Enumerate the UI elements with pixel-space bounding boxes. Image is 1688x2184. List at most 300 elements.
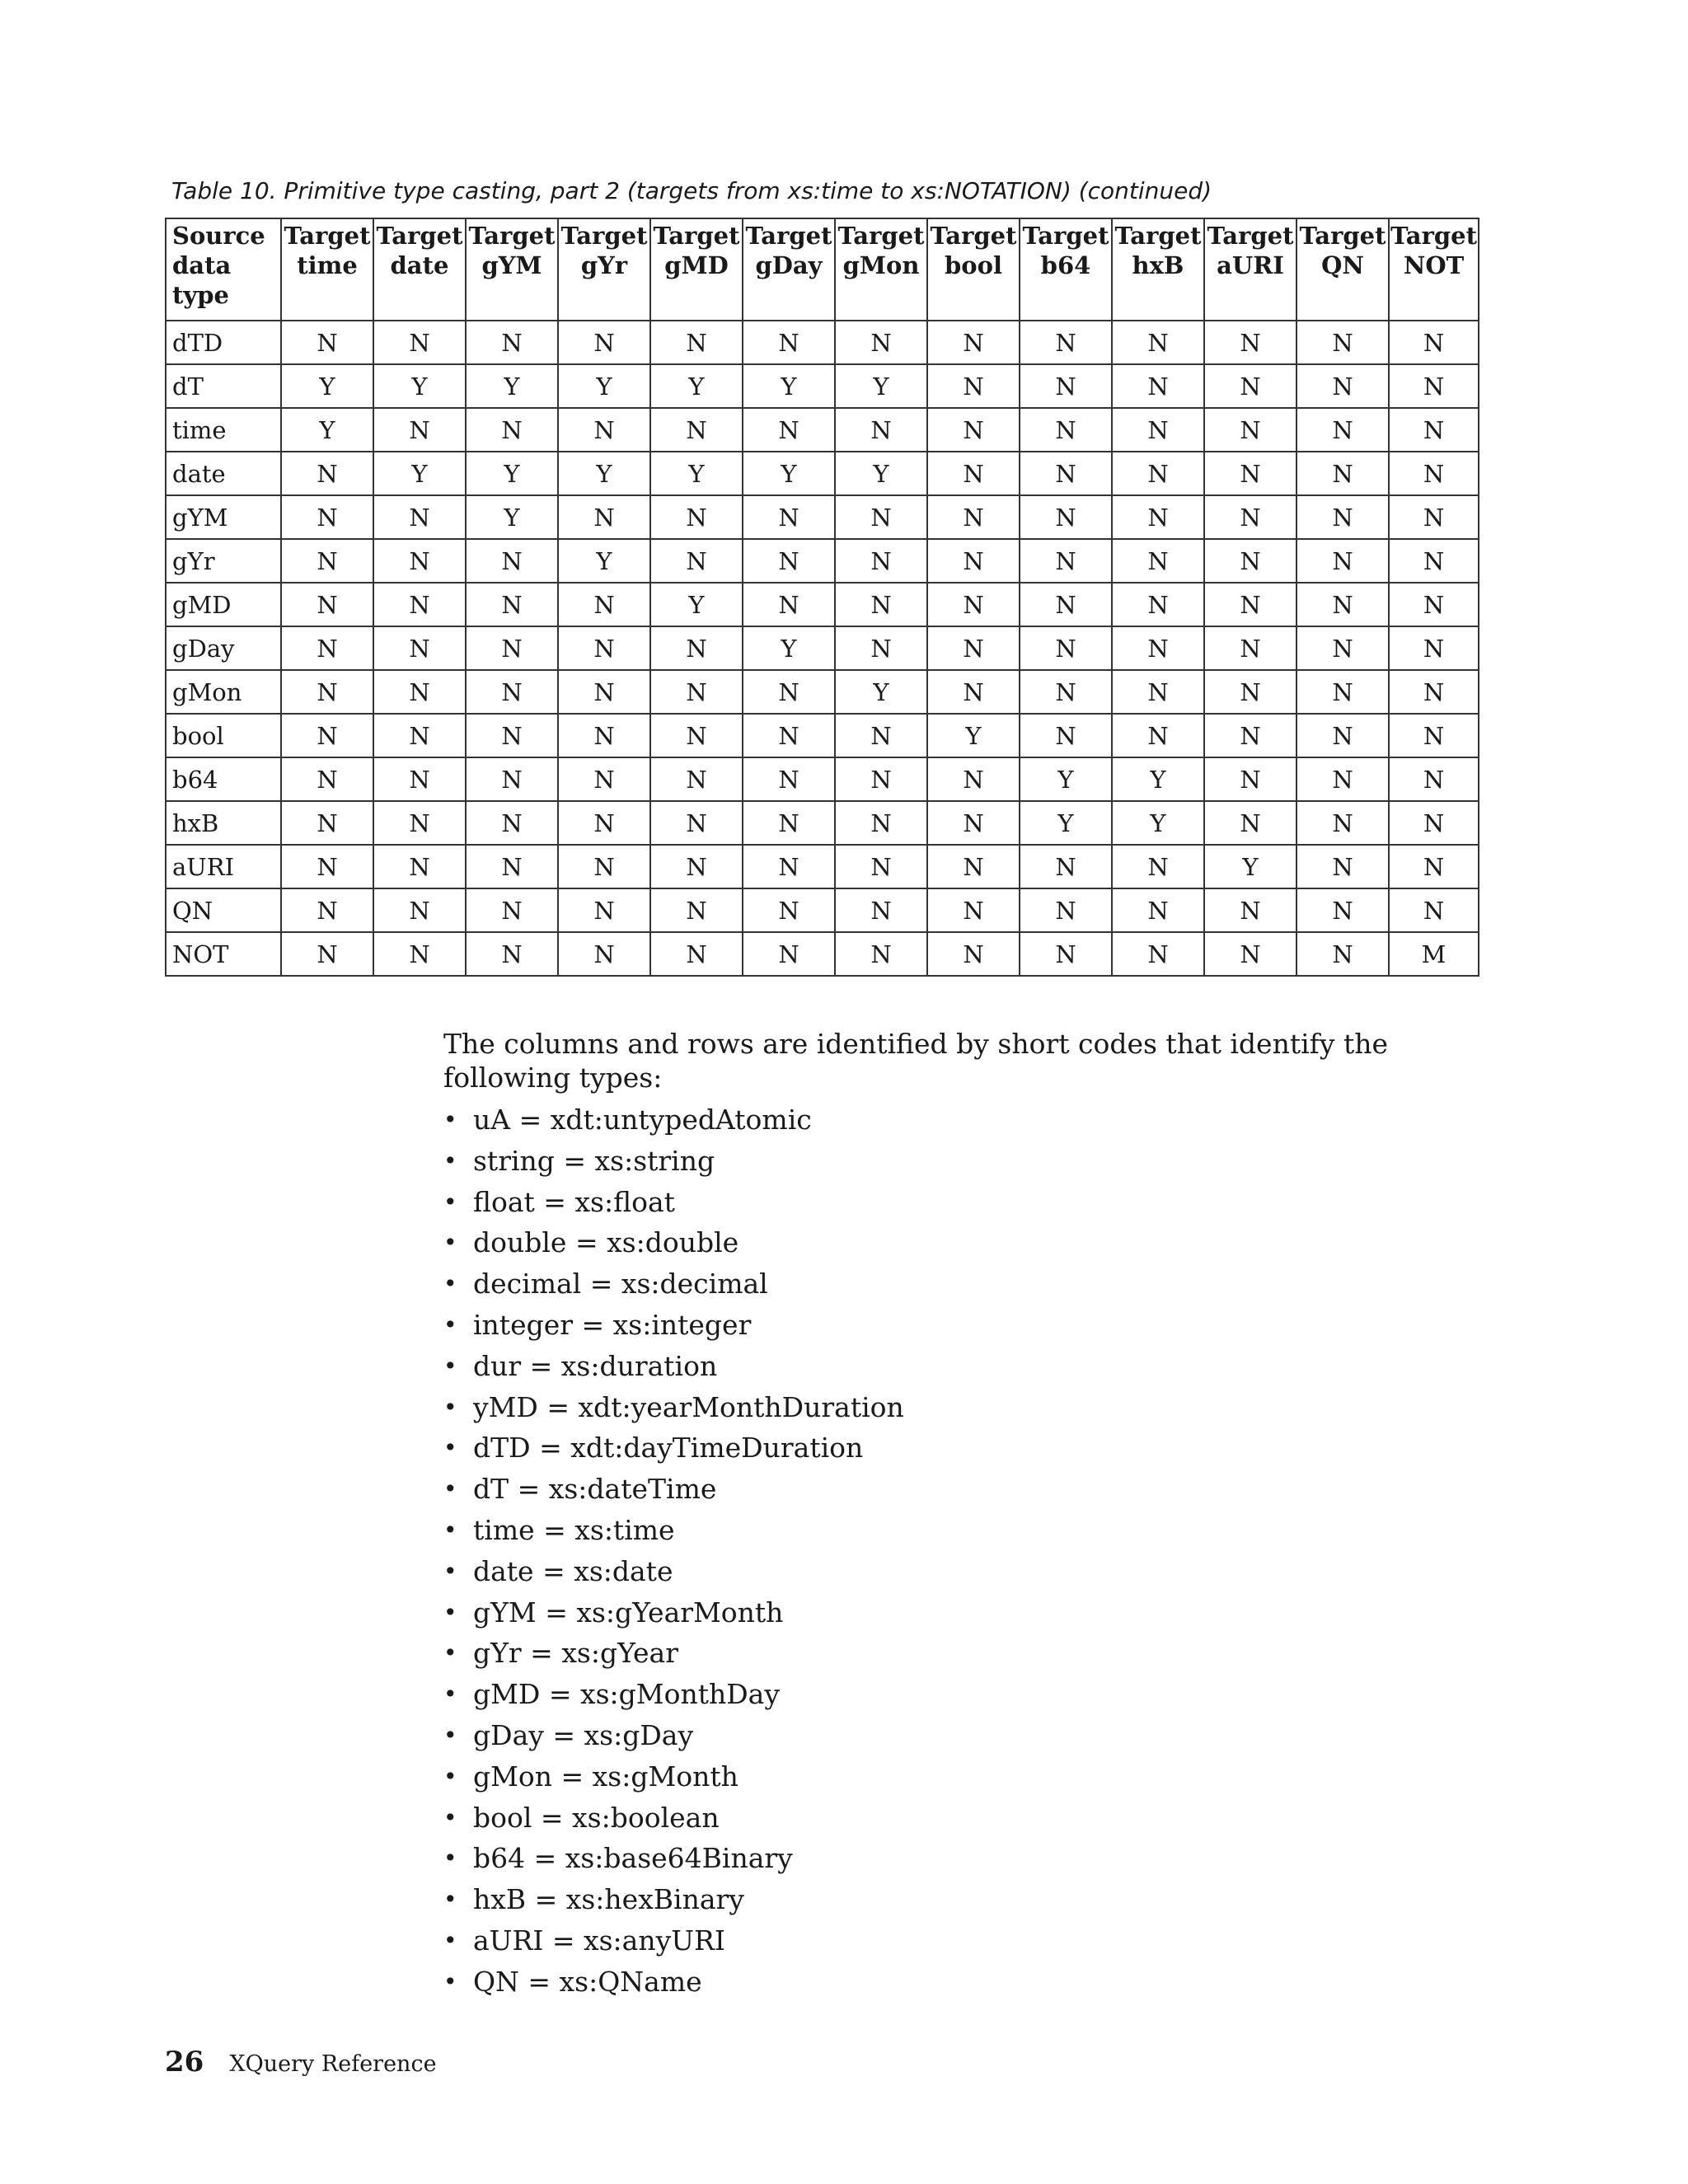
- table-cell: N: [1112, 626, 1204, 670]
- table-cell: Y: [558, 364, 650, 408]
- table-row: [166, 845, 1479, 888]
- table-cell: N: [1389, 801, 1479, 845]
- table-cell: N: [743, 408, 835, 452]
- header-line: QN: [1321, 251, 1364, 279]
- table-cell: N: [927, 583, 1020, 626]
- list-item-text: decimal = xs:decimal: [473, 1268, 768, 1301]
- table-cell: N: [373, 801, 466, 845]
- list-item: [443, 1838, 1465, 1879]
- table-cell: N: [650, 321, 743, 364]
- row-label: time: [166, 408, 281, 452]
- table-cell: N: [281, 932, 373, 976]
- bullet-icon: •: [443, 1967, 457, 1995]
- header-line: hxB: [1132, 251, 1184, 279]
- table-cell: N: [1296, 321, 1389, 364]
- table-cell: N: [1296, 364, 1389, 408]
- row-label: gMon: [166, 670, 281, 714]
- table-cell: N: [1296, 932, 1389, 976]
- table-cell: N: [650, 495, 743, 539]
- table-cell: N: [835, 626, 927, 670]
- list-item: [443, 1592, 1465, 1633]
- list-item: [443, 1182, 1465, 1223]
- header-line: Target: [1022, 222, 1109, 250]
- header-line: Target: [837, 222, 925, 250]
- table-row: [166, 364, 1479, 408]
- list-item-text: aURI = xs:anyURI: [473, 1924, 725, 1957]
- table-row: [166, 801, 1479, 845]
- header-target-gday: [743, 218, 835, 321]
- table-cell: N: [1204, 364, 1296, 408]
- header-target-gmon: [835, 218, 927, 321]
- table-cell: N: [1020, 539, 1112, 583]
- table-cell: N: [927, 845, 1020, 888]
- table-cell: N: [650, 845, 743, 888]
- table-cell: N: [743, 714, 835, 757]
- table-cell: Y: [835, 364, 927, 408]
- list-item-text: float = xs:float: [473, 1185, 675, 1218]
- table-cell: N: [1112, 408, 1204, 452]
- table-cell: N: [1296, 714, 1389, 757]
- table-cell: N: [1389, 408, 1479, 452]
- header-line: Target: [560, 222, 648, 250]
- header-line: type: [172, 281, 229, 309]
- table-cell: N: [1204, 539, 1296, 583]
- header-target-gmd: [650, 218, 743, 321]
- table-cell: N: [1112, 495, 1204, 539]
- page-footer: [165, 2046, 437, 2079]
- table-cell: N: [743, 321, 835, 364]
- table-cell: Y: [650, 452, 743, 495]
- table-cell: Y: [1020, 757, 1112, 801]
- table-row: [166, 932, 1479, 976]
- table-cell: Y: [743, 452, 835, 495]
- table-cell: N: [466, 801, 558, 845]
- table-cell: N: [558, 757, 650, 801]
- table-cell: N: [1204, 757, 1296, 801]
- table-cell: Y: [373, 452, 466, 495]
- table-cell: N: [650, 801, 743, 845]
- table-row: [166, 495, 1479, 539]
- table-cell: Y: [281, 408, 373, 452]
- table-cell: N: [466, 757, 558, 801]
- bullet-icon: •: [443, 1270, 457, 1298]
- table-cell: N: [743, 757, 835, 801]
- table-cell: N: [558, 626, 650, 670]
- bullet-icon: •: [443, 1352, 457, 1380]
- row-label: aURI: [166, 845, 281, 888]
- list-item: [443, 1222, 1465, 1263]
- list-item-text: dur = xs:duration: [473, 1349, 718, 1382]
- header-line: Target: [745, 222, 832, 250]
- table-cell: N: [743, 495, 835, 539]
- header-line: Target: [468, 222, 556, 250]
- table-cell: N: [1020, 888, 1112, 932]
- table-cell: N: [1020, 321, 1112, 364]
- header-line: time: [297, 251, 358, 279]
- list-item: [443, 1305, 1465, 1346]
- header-line: date: [390, 251, 449, 279]
- table-cell: N: [743, 539, 835, 583]
- table-cell: N: [373, 714, 466, 757]
- table-cell: N: [927, 321, 1020, 364]
- table-row: [166, 539, 1479, 583]
- table-cell: N: [650, 888, 743, 932]
- row-label: bool: [166, 714, 281, 757]
- table-cell: N: [1112, 321, 1204, 364]
- header-target-qn: [1296, 218, 1389, 321]
- table-cell: Y: [835, 670, 927, 714]
- header-line: data: [172, 251, 232, 279]
- table-cell: N: [835, 801, 927, 845]
- table-cell: N: [743, 888, 835, 932]
- table-cell: N: [1112, 888, 1204, 932]
- table-cell: N: [1112, 714, 1204, 757]
- table-row: [166, 714, 1479, 757]
- table-cell: N: [1296, 452, 1389, 495]
- table-cell: N: [650, 539, 743, 583]
- list-item: [443, 1797, 1465, 1839]
- row-label: gDay: [166, 626, 281, 670]
- table-cell: N: [373, 626, 466, 670]
- header-row: [166, 218, 1479, 321]
- table-cell: N: [466, 583, 558, 626]
- list-item-text: gMD = xs:gMonthDay: [473, 1678, 780, 1711]
- table-cell: N: [1389, 714, 1479, 757]
- header-target-not: [1389, 218, 1479, 321]
- table-cell: N: [743, 932, 835, 976]
- table-cell: N: [373, 539, 466, 583]
- list-item: [443, 1920, 1465, 1961]
- table-cell: N: [835, 845, 927, 888]
- table-cell: N: [1389, 364, 1479, 408]
- table-cell: N: [1296, 583, 1389, 626]
- header-line: Target: [1299, 222, 1386, 250]
- header-line: gMon: [842, 251, 920, 279]
- list-item: [443, 1961, 1465, 2003]
- row-label: dT: [166, 364, 281, 408]
- table-cell: Y: [743, 626, 835, 670]
- bullet-icon: •: [443, 1803, 457, 1831]
- row-label: dTD: [166, 321, 281, 364]
- table-cell: N: [1204, 714, 1296, 757]
- list-item-text: QN = xs:QName: [473, 1965, 702, 1998]
- list-item: [443, 1099, 1465, 1141]
- table-cell: N: [281, 714, 373, 757]
- bullet-icon: •: [443, 1886, 457, 1914]
- row-label: QN: [166, 888, 281, 932]
- table-cell: N: [1389, 321, 1479, 364]
- list-item-text: time = xs:time: [473, 1513, 675, 1546]
- list-item: [443, 1674, 1465, 1715]
- list-item: [443, 1715, 1465, 1756]
- list-item-text: b64 = xs:base64Binary: [473, 1842, 793, 1875]
- row-label: gYM: [166, 495, 281, 539]
- header-line: b64: [1040, 251, 1091, 279]
- table-cell: N: [281, 670, 373, 714]
- table-cell: N: [281, 452, 373, 495]
- table-cell: N: [1020, 670, 1112, 714]
- table-cell: N: [1204, 408, 1296, 452]
- table-cell: N: [1020, 364, 1112, 408]
- table-cell: N: [558, 845, 650, 888]
- bullet-icon: •: [443, 1680, 457, 1708]
- table-cell: N: [466, 321, 558, 364]
- table-cell: Y: [1020, 801, 1112, 845]
- table-cell: N: [466, 845, 558, 888]
- table-cell: N: [1020, 452, 1112, 495]
- list-item-text: string = xs:string: [473, 1144, 715, 1177]
- table-cell: N: [373, 932, 466, 976]
- table-cell: N: [650, 932, 743, 976]
- table-cell: N: [1112, 932, 1204, 976]
- table-cell: N: [927, 364, 1020, 408]
- table-cell: N: [743, 801, 835, 845]
- table-cell: N: [1112, 583, 1204, 626]
- table-row: [166, 583, 1479, 626]
- bullet-icon: •: [443, 1639, 457, 1667]
- row-label: b64: [166, 757, 281, 801]
- table-cell: Y: [743, 364, 835, 408]
- table-body: [166, 321, 1479, 976]
- table-cell: Y: [281, 364, 373, 408]
- table-cell: N: [558, 932, 650, 976]
- table-cell: Y: [1112, 757, 1204, 801]
- table-cell: N: [281, 321, 373, 364]
- table-cell: N: [558, 670, 650, 714]
- bullet-icon: •: [443, 1393, 457, 1421]
- list-item: [443, 1633, 1465, 1674]
- table-cell: N: [1204, 932, 1296, 976]
- table-cell: N: [281, 801, 373, 845]
- header-line: gDay: [755, 251, 823, 279]
- table-cell: N: [1112, 452, 1204, 495]
- table-cell: N: [743, 583, 835, 626]
- table-cell: N: [1389, 670, 1479, 714]
- table-cell: N: [650, 757, 743, 801]
- list-item: [443, 1469, 1465, 1510]
- casting-table: [165, 218, 1479, 977]
- list-item-text: dT = xs:dateTime: [473, 1473, 717, 1506]
- table-cell: N: [1389, 757, 1479, 801]
- table-cell: N: [1204, 801, 1296, 845]
- table-cell: Y: [650, 364, 743, 408]
- table-cell: N: [835, 888, 927, 932]
- bullet-icon: •: [443, 1434, 457, 1462]
- row-label: gMD: [166, 583, 281, 626]
- header-target-gym: [466, 218, 558, 321]
- table-cell: N: [281, 757, 373, 801]
- table-cell: N: [835, 321, 927, 364]
- table-cell: N: [281, 583, 373, 626]
- table-cell: N: [1389, 626, 1479, 670]
- table-cell: N: [466, 714, 558, 757]
- table-cell: Y: [558, 539, 650, 583]
- table-cell: N: [281, 845, 373, 888]
- table-cell: N: [1296, 757, 1389, 801]
- table-row: [166, 757, 1479, 801]
- table-cell: N: [558, 801, 650, 845]
- bullet-icon: •: [443, 1188, 457, 1216]
- bullet-icon: •: [443, 1229, 457, 1257]
- header-line: Target: [1114, 222, 1202, 250]
- table-cell: N: [1389, 583, 1479, 626]
- list-item-text: double = xs:double: [473, 1226, 739, 1259]
- table-cell: Y: [927, 714, 1020, 757]
- row-label: hxB: [166, 801, 281, 845]
- bullet-icon: •: [443, 1557, 457, 1585]
- table-cell: N: [466, 408, 558, 452]
- table-cell: N: [1204, 626, 1296, 670]
- table-cell: N: [1296, 670, 1389, 714]
- header-line: Target: [376, 222, 463, 250]
- table-cell: N: [835, 714, 927, 757]
- table-cell: N: [743, 845, 835, 888]
- table-cell: N: [1020, 714, 1112, 757]
- table-cell: N: [1204, 670, 1296, 714]
- table-cell: N: [1020, 495, 1112, 539]
- table-cell: N: [835, 583, 927, 626]
- list-item-text: gMon = xs:gMonth: [473, 1760, 738, 1793]
- bullet-icon: •: [443, 1516, 457, 1544]
- list-item-text: integer = xs:integer: [473, 1308, 752, 1341]
- table-cell: N: [1204, 888, 1296, 932]
- table-cell: N: [558, 583, 650, 626]
- table-cell: N: [927, 888, 1020, 932]
- table-cell: N: [558, 321, 650, 364]
- list-item: [443, 1263, 1465, 1305]
- row-label: gYr: [166, 539, 281, 583]
- bullet-icon: •: [443, 1106, 457, 1133]
- table-cell: N: [1296, 408, 1389, 452]
- document-title: XQuery Reference: [229, 2051, 437, 2077]
- bullet-icon: •: [443, 1146, 457, 1174]
- table-cell: N: [558, 495, 650, 539]
- header-target-auri: [1204, 218, 1296, 321]
- bullet-icon: •: [443, 1844, 457, 1872]
- table-cell: N: [927, 626, 1020, 670]
- type-code-list: [443, 1099, 1465, 2003]
- table-cell: N: [1389, 845, 1479, 888]
- bullet-icon: •: [443, 1721, 457, 1749]
- header-target-date: [373, 218, 466, 321]
- table-cell: N: [927, 539, 1020, 583]
- table-cell: N: [1112, 539, 1204, 583]
- table-cell: N: [1296, 888, 1389, 932]
- bullet-icon: •: [443, 1762, 457, 1790]
- table-cell: N: [1020, 583, 1112, 626]
- table-cell: Y: [373, 364, 466, 408]
- row-label: NOT: [166, 932, 281, 976]
- table-cell: N: [1112, 845, 1204, 888]
- header-target-time: [281, 218, 373, 321]
- table-cell: N: [281, 539, 373, 583]
- table-cell: N: [466, 932, 558, 976]
- table-row: [166, 321, 1479, 364]
- bullet-icon: •: [443, 1310, 457, 1338]
- table-cell: N: [466, 888, 558, 932]
- table-cell: N: [281, 495, 373, 539]
- table-cell: N: [466, 670, 558, 714]
- table-cell: N: [1020, 626, 1112, 670]
- bullet-icon: •: [443, 1926, 457, 1954]
- list-item: [443, 1510, 1465, 1551]
- header-source-data-type: [166, 218, 281, 321]
- table-cell: N: [1204, 495, 1296, 539]
- table-cell: Y: [1204, 845, 1296, 888]
- table-cell: N: [650, 670, 743, 714]
- table-cell: N: [1296, 845, 1389, 888]
- table-cell: N: [650, 408, 743, 452]
- table-row: [166, 452, 1479, 495]
- table-cell: N: [927, 757, 1020, 801]
- table-cell: Y: [650, 583, 743, 626]
- table-cell: Y: [466, 495, 558, 539]
- table-cell: N: [1204, 452, 1296, 495]
- list-item-text: uA = xdt:untypedAtomic: [473, 1104, 812, 1136]
- table-cell: N: [927, 932, 1020, 976]
- table-cell: N: [927, 452, 1020, 495]
- table-cell: N: [1296, 801, 1389, 845]
- list-item: [443, 1387, 1465, 1428]
- table-cell: N: [1204, 321, 1296, 364]
- table-cell: N: [1020, 408, 1112, 452]
- header-line: gMD: [664, 251, 729, 279]
- page-number: 26: [165, 2046, 204, 2079]
- list-item: [443, 1879, 1465, 1920]
- table-cell: N: [281, 626, 373, 670]
- table-cell: N: [558, 714, 650, 757]
- table-cell: N: [373, 583, 466, 626]
- table-cell: N: [466, 626, 558, 670]
- list-item: [443, 1346, 1465, 1387]
- header-target-gyr: [558, 218, 650, 321]
- bullet-icon: •: [443, 1598, 457, 1626]
- table-cell: N: [558, 888, 650, 932]
- header-line: Target: [653, 222, 740, 250]
- table-cell: N: [1296, 539, 1389, 583]
- table-cell: Y: [558, 452, 650, 495]
- table-cell: N: [1020, 845, 1112, 888]
- table-cell: N: [835, 757, 927, 801]
- table-cell: N: [835, 495, 927, 539]
- header-line: Source: [172, 222, 265, 250]
- body-text: [443, 1027, 1465, 2003]
- table-cell: N: [558, 408, 650, 452]
- table-cell: N: [1296, 626, 1389, 670]
- table-cell: N: [373, 845, 466, 888]
- table-cell: N: [650, 714, 743, 757]
- table-cell: N: [650, 626, 743, 670]
- table-cell: N: [835, 539, 927, 583]
- table-cell: N: [927, 801, 1020, 845]
- header-line: NOT: [1403, 251, 1465, 279]
- table-cell: N: [373, 670, 466, 714]
- list-item-text: gYr = xs:gYear: [473, 1637, 678, 1670]
- table-cell: N: [1020, 932, 1112, 976]
- header-line: Target: [1390, 222, 1477, 250]
- table-cell: N: [1389, 495, 1479, 539]
- table-cell: N: [927, 408, 1020, 452]
- header-target-bool: [927, 218, 1020, 321]
- list-item: [443, 1756, 1465, 1797]
- header-line: gYM: [481, 251, 542, 279]
- table-row: [166, 626, 1479, 670]
- table-cell: N: [281, 888, 373, 932]
- table-cell: N: [466, 539, 558, 583]
- row-label: date: [166, 452, 281, 495]
- table-cell: N: [373, 888, 466, 932]
- table-row: [166, 670, 1479, 714]
